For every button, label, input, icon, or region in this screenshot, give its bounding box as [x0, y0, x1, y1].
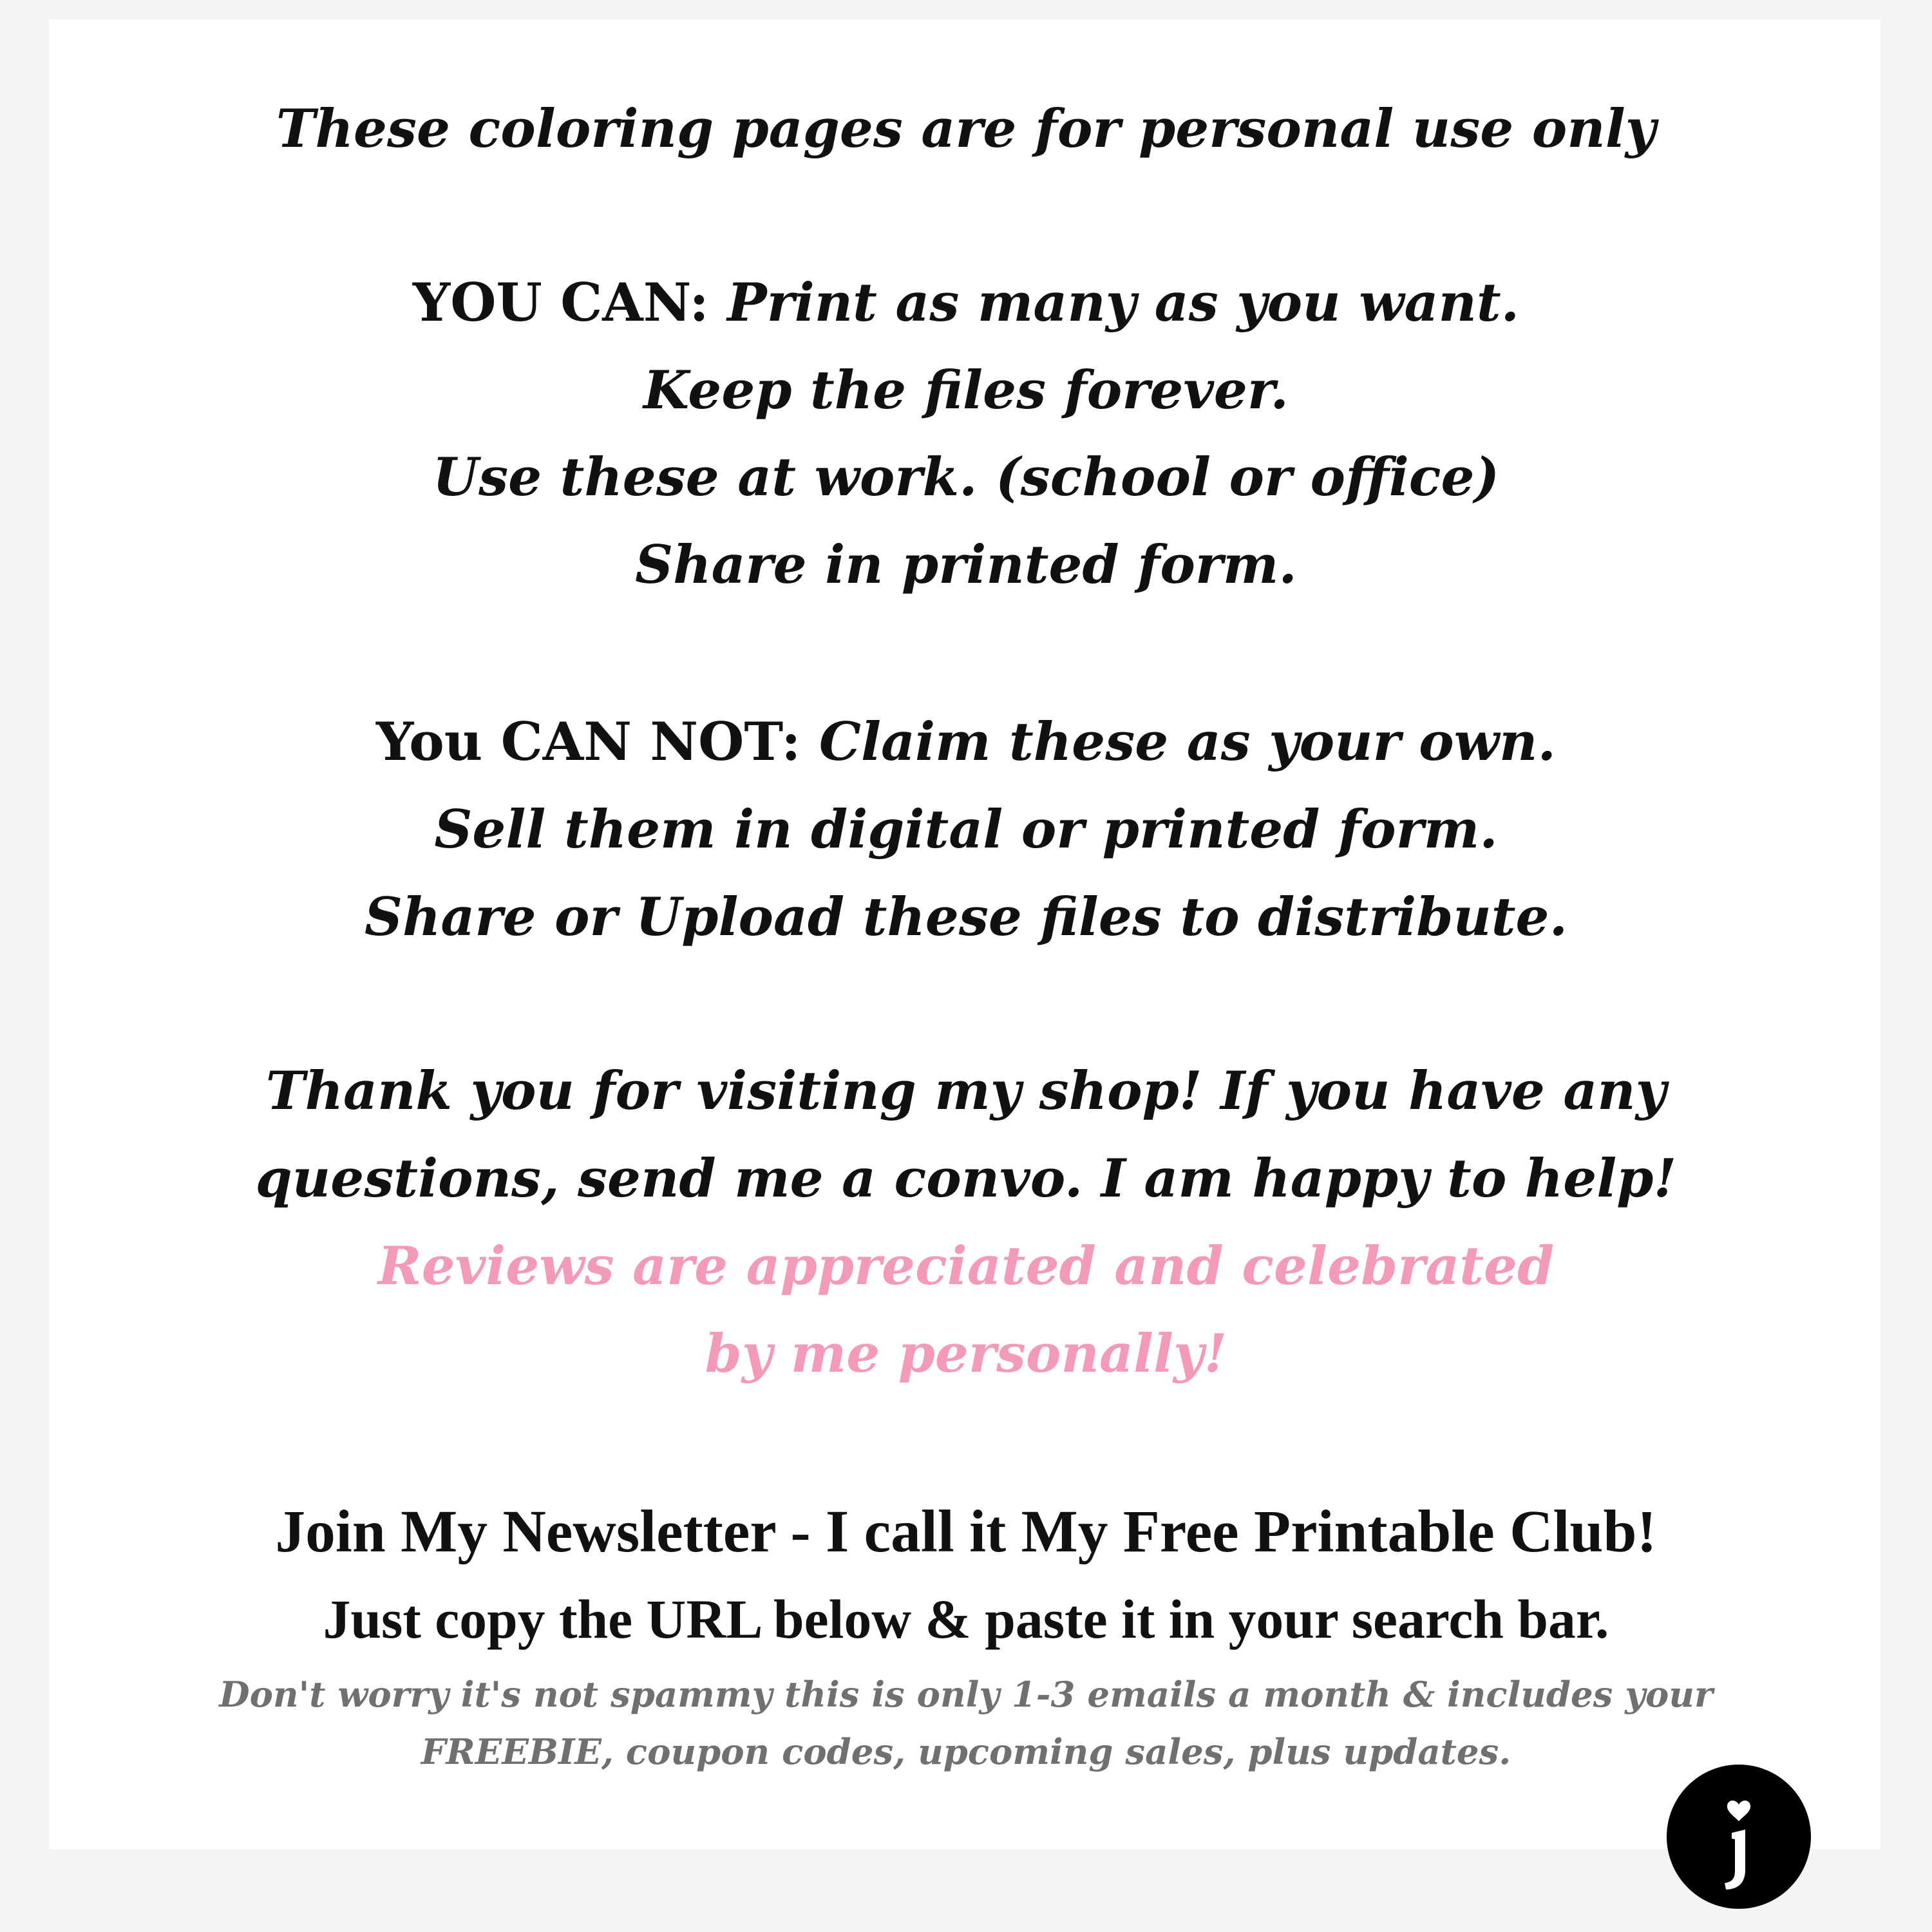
thanks-line: Thank you for visiting my shop! If you have any [265, 1060, 1667, 1122]
reviews-line: by me personally! [705, 1323, 1227, 1385]
can-line: Use these at work. (school or office) [432, 446, 1500, 508]
heading: These coloring pages are for personal use only [276, 98, 1656, 160]
can-line: Share in printed form. [635, 534, 1297, 596]
can-line: Keep the files forever. [643, 359, 1289, 421]
logo-graphic [1667, 1765, 1811, 1909]
can-first-line [0, 272, 1932, 334]
cannot-first-text: Claim these as your own. [800, 711, 1556, 773]
cannot-line: Sell them in digital or printed form. [434, 799, 1498, 860]
newsletter-title: Join My Newsletter - I call it My Free Printable Club! [275, 1499, 1657, 1565]
can-first-text: Print as many as you want. [708, 272, 1520, 334]
reviews-line: Reviews are appreciated and celebrated [377, 1235, 1555, 1297]
cannot-lead: You CAN NOT: [376, 711, 801, 773]
cannot-line: Share or Upload these files to distribute. [364, 886, 1568, 948]
newsletter-note: FREEBIE, coupon codes, upcoming sales, plus updates. [421, 1731, 1511, 1772]
thanks-line: questions, send me a convo. I am happy to help! [255, 1148, 1677, 1209]
cannot-first-line [0, 711, 1932, 773]
can-lead: YOU CAN: [412, 272, 709, 334]
heart-j-logo-icon [1667, 1765, 1811, 1909]
newsletter-subtitle: Just copy the URL below & paste it in your search bar. [323, 1589, 1609, 1650]
newsletter-note: Don't worry it's not spammy this is only 1-3 emails a month & includes your [219, 1674, 1713, 1715]
